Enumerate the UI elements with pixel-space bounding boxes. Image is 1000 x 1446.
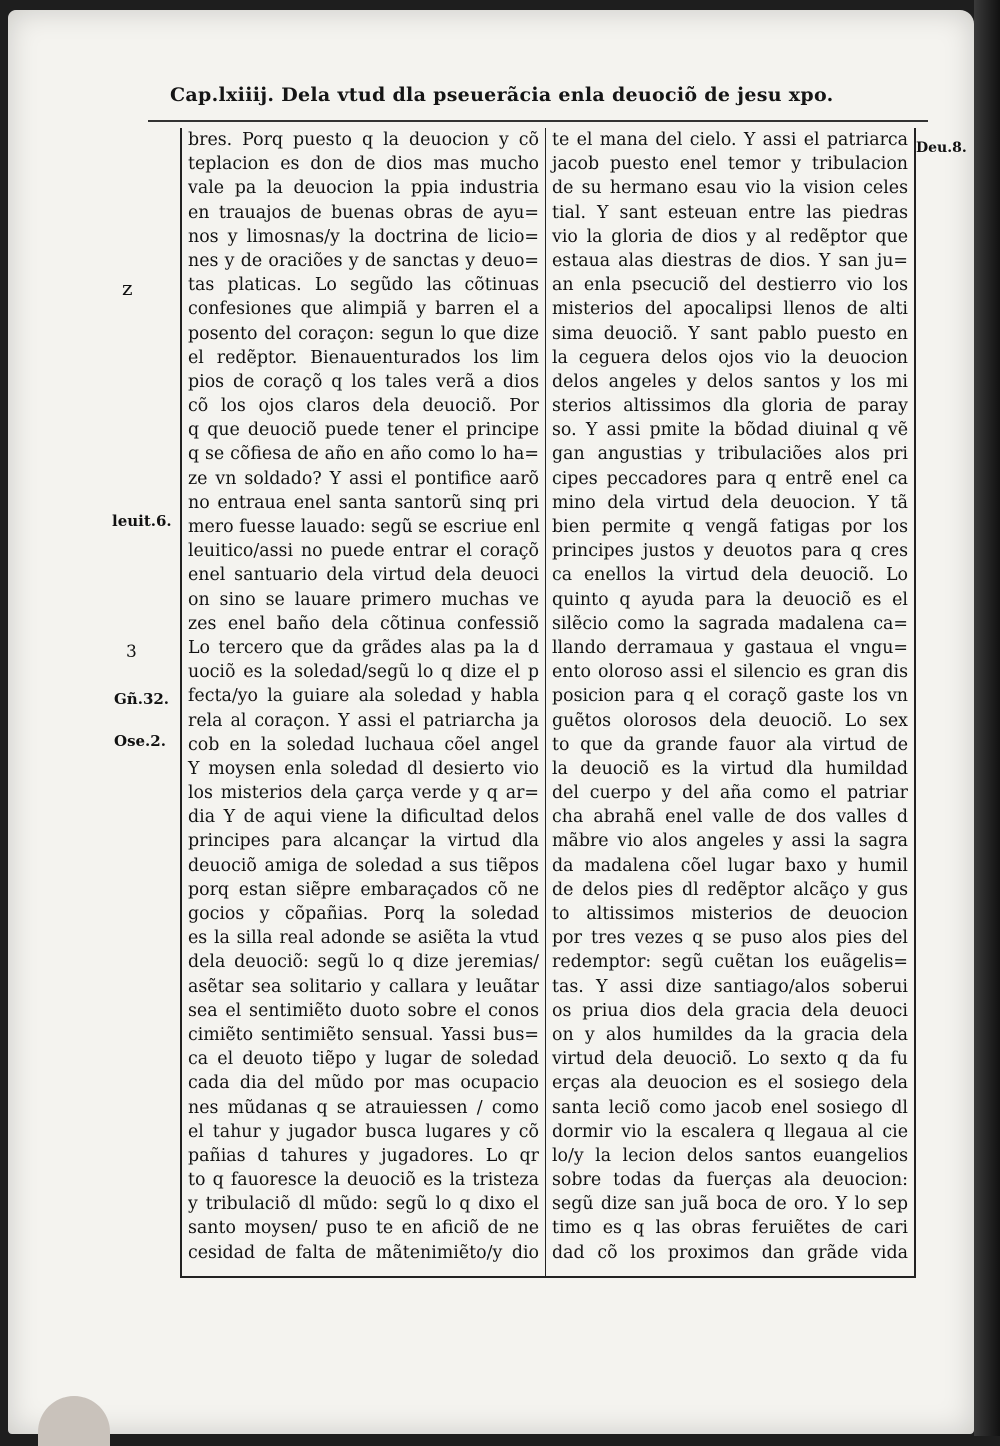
text-line: principes para alcançar la virtud dla <box>188 831 539 852</box>
text-line: los misterios dela çarça verde y q ar= <box>188 783 539 804</box>
text-line: de delos pies dl redẽptor alcãço y gus <box>552 879 908 900</box>
text-line: jacob puesto enel temor y tribulacion <box>552 154 908 175</box>
page-edge <box>974 0 1000 1436</box>
text-line: dela deuociõ: segũ lo q dize jeremias/ <box>188 952 539 973</box>
text-line: por tres vezes q se puso alos pies del <box>552 928 908 949</box>
text-line: nes y de oraciões y de sanctas y deuo= <box>188 250 539 271</box>
text-line: en trauajos de buenas obras de ayu= <box>188 202 539 223</box>
text-line: tas platicas. Lo segũdo las cõtinuas <box>188 275 539 296</box>
bottom-rule <box>180 1276 916 1278</box>
text-line: cimiẽto sentimiẽto sensual. Yassi bus= <box>188 1024 539 1045</box>
text-line: so. Y assi pmite la bõdad diuinal q vẽ <box>552 420 908 441</box>
text-line: te el mana del cielo. Y assi el patriarca <box>552 130 908 150</box>
text-line: gocios y cõpañias. Porq la soledad <box>188 904 539 924</box>
text-line: os priua dios dela gracia dela deuoci <box>552 1000 908 1021</box>
text-line: sea el sentimiẽto duoto sobre el conos <box>188 1000 539 1021</box>
right-text-column <box>546 128 916 1278</box>
text-line: rela al coraçon. Y assi el patriarcha ja <box>188 710 539 731</box>
text-line: Lo tercero que da grãdes alas pa la d <box>188 637 539 658</box>
text-line: ento oloroso assi el silencio es gran dis <box>552 662 908 683</box>
text-line: q que deuociõ puede tener el principe <box>188 420 539 441</box>
text-line: llando derramaua y gastaua el vngu= <box>552 637 908 658</box>
margin-note-deu: Deu.8. <box>916 140 967 156</box>
text-line: on y alos humildes da la gracia dela <box>552 1024 908 1045</box>
text-line: to altissimos misterios de deuocion <box>552 904 908 924</box>
margin-note-z: z <box>122 276 133 300</box>
text-line: q se cõfiesa de año en año como lo ha= <box>188 444 539 465</box>
text-line: cipes peccadores para q entrẽ enel ca <box>552 468 908 489</box>
text-line: posicion para q el coraçõ gaste los vn <box>552 686 908 707</box>
margin-note-3: 3 <box>126 642 137 662</box>
chapter-heading: Cap.lxiiij. Dela vtud dla pseuerãcia enla deuociõ de jesu xpo. <box>170 84 834 106</box>
text-line: tial. Y sant esteuan entre las piedras <box>552 202 908 223</box>
text-line: lo/y la lecion delos santos euangelios <box>552 1145 908 1166</box>
text-line: pios de coraçõ q los tales verã a dios <box>188 371 539 392</box>
text-line: bres. Porq puesto q la deuocion y cõ <box>188 130 539 150</box>
text-line: porq estan siẽpre embaraçados cõ ne <box>188 879 539 900</box>
text-line: vio la gloria de dios y al redẽptor que <box>552 226 908 247</box>
text-line: dia Y de aqui viene la dificultad delos <box>188 807 539 828</box>
text-line: cob en la soledad luchaua cõel angel <box>188 734 539 755</box>
margin-note-ose: Ose.2. <box>114 732 166 750</box>
text-line: segũ dize san juã boca de oro. Y lo sep <box>552 1194 908 1215</box>
text-line: mãbre vio alos angeles y assi la sagra <box>552 831 908 852</box>
text-line: redemptor: segũ cuẽtan los euãgelis= <box>552 952 908 973</box>
text-line: to que da grande fauor ala virtud de <box>552 734 908 755</box>
text-line: teplacion es don de dios mas mucho <box>188 154 539 175</box>
text-line: cada dia del mũdo por mas ocupacio <box>188 1073 539 1094</box>
thumb <box>38 1396 110 1446</box>
text-line: la deuociõ es la virtud dla humildad <box>552 758 908 779</box>
text-line: mino dela virtud dela deuocion. Y tã <box>552 492 908 513</box>
text-line: zes enel baño dela cõtinua confessiõ <box>188 613 539 634</box>
text-line: y tribulaciõ dl mũdo: segũ lo q dixo el <box>188 1194 539 1215</box>
text-line: Y moysen enla soledad dl desierto vio <box>188 758 539 779</box>
text-line: santo moysen/ puso te en aficiõ de ne <box>188 1218 539 1239</box>
text-line: estaua alas diestras de dios. Y san ju= <box>552 250 908 271</box>
text-line: la ceguera delos ojos vio la deuocion <box>552 347 908 368</box>
heading-rule <box>148 120 928 122</box>
text-line: bien permite q vengã fatigas por los <box>552 517 908 537</box>
text-line: mero fuesse lauado: segũ se escriue enl <box>188 517 540 537</box>
text-line: misterios del apocalipsi llenos de alti <box>552 299 908 320</box>
text-line: pañias d tahures y jugadores. Lo qr <box>188 1145 539 1166</box>
text-line: on sino se lauare primero muchas ve <box>188 589 539 610</box>
text-line: silẽcio como la sagrada madalena ca= <box>552 613 908 634</box>
text-line: enel santuario dela virtud dela deuoci <box>188 565 539 586</box>
text-line: to q fauoresce la deuociõ es la tristeza <box>188 1170 539 1191</box>
margin-note-gen: Gñ.32. <box>114 690 170 708</box>
text-line: cha abrahã enel valle de dos valles d <box>552 807 908 828</box>
text-line: timo es q las obras feruiẽtes de cari <box>552 1218 908 1239</box>
text-line: leuitico/assi no puede entrar el coraçõ <box>188 541 539 562</box>
text-line: el redẽptor. Bienauenturados los lim <box>188 347 539 368</box>
text-line: dad cõ los proximos dan grãde vida <box>552 1242 908 1263</box>
text-line: cesidad de falta de mãtenimiẽto/y dio <box>188 1242 539 1263</box>
text-line: no entraua enel santa santorũ sinq pri <box>188 492 539 513</box>
text-line: fecta/yo la guiare ala soledad y habla <box>188 686 539 707</box>
text-line: del cuerpo y del aña como el patriar <box>552 783 908 804</box>
text-line: posento del coraçon: segun lo que dize <box>188 323 539 344</box>
text-line: santa leciõ como jacob enel sosiego dl <box>552 1097 908 1118</box>
text-line: sobre todas da fuerças ala deuocion: <box>552 1170 908 1191</box>
text-line: quinto q ayuda para la deuociõ es el <box>552 589 908 610</box>
margin-note-leuit: leuit.6. <box>112 512 172 530</box>
text-line: uociõ es la soledad/segũ lo q dize el p <box>188 662 539 683</box>
text-line: gan angustias y tribulaciões alos pri <box>552 444 908 465</box>
text-line: ca enellos la virtud dela deuociõ. Lo <box>552 565 908 586</box>
text-line: ze vn soldado? Y assi el pontifice aarõ <box>188 468 539 489</box>
text-line: nes mũdanas q se atrauiessen / como <box>188 1097 539 1118</box>
text-line: ca el deuoto tiẽpo y lugar de soledad <box>188 1049 539 1070</box>
text-line: asẽtar sea solitario y callara y leuãtar <box>188 976 539 997</box>
text-line: nos y limosnas/y la doctrina de licio= <box>188 226 539 247</box>
text-line: confesiones que alimpiã y barren el a <box>188 299 539 320</box>
text-line: delos angeles y delos santos y los mi <box>552 371 908 392</box>
text-line: guẽtos olorosos dela deuociõ. Lo sex <box>552 710 908 731</box>
text-line: dormir vio la escalera q llegaua al cie <box>552 1121 908 1142</box>
text-line: vale pa la deuocion la ppia industria <box>188 178 539 199</box>
text-line: es la silla real adonde se asiẽta la vtud <box>188 928 539 949</box>
text-line: de su hermano esau vio la vision celes <box>552 178 908 199</box>
text-line: da madalena cõel lugar baxo y humil <box>552 855 908 876</box>
text-line: tas. Y assi dize santiago/alos soberui <box>552 976 908 997</box>
left-text-column <box>180 128 546 1278</box>
text-line: an enla psecuciõ del destierro vio los <box>552 275 908 296</box>
text-line: cõ los ojos claros dela deuociõ. Por <box>188 396 539 417</box>
text-line: principes justos y deuotos para q cres <box>552 541 908 562</box>
text-line: sima deuociõ. Y sant pablo puesto en <box>552 323 908 344</box>
text-line: sterios altissimos dla gloria de paray <box>552 396 908 417</box>
text-line: deuociõ amiga de soledad a sus tiẽpos <box>188 855 539 876</box>
text-line: virtud dela deuociõ. Lo sexto q da fu <box>552 1049 908 1070</box>
text-line: erças ala deuocion es el sosiego dela <box>552 1073 908 1094</box>
text-line: el tahur y jugador busca lugares y cõ <box>188 1121 539 1142</box>
